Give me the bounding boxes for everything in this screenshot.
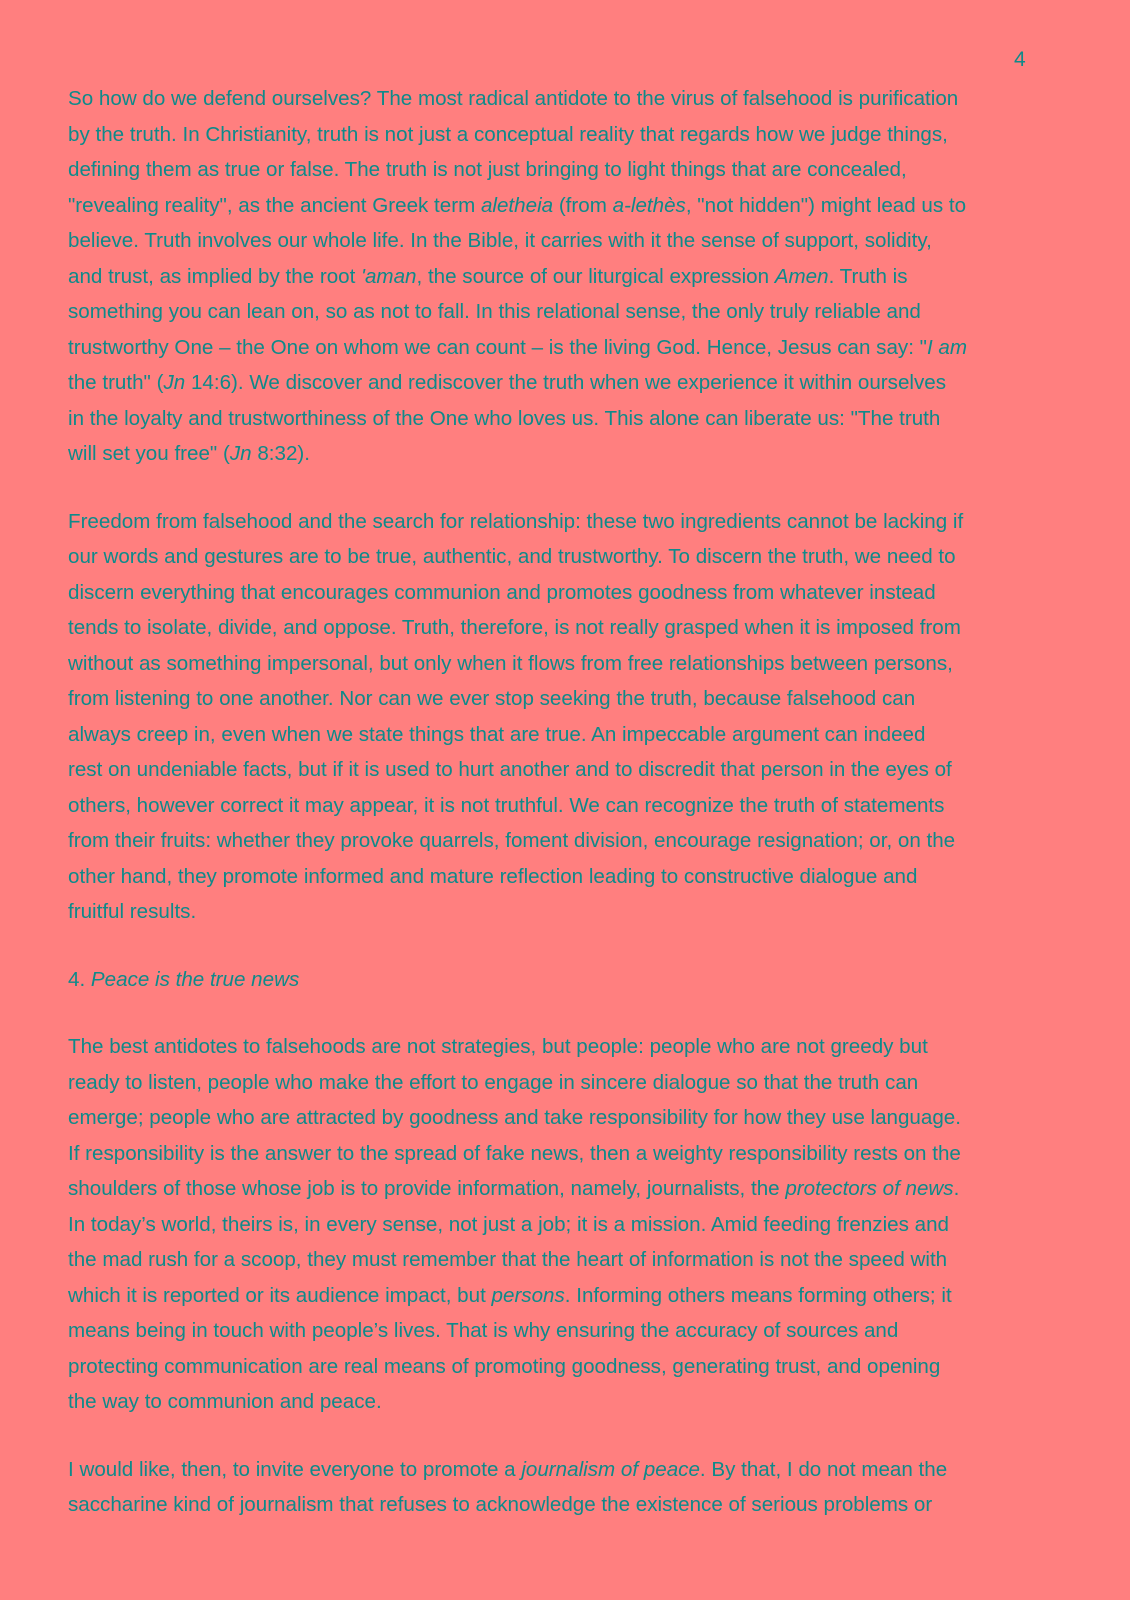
text-run: 14:6). We discover and rediscover the truth when we experience it within ourselves <box>185 371 947 394</box>
text-run: emerge; people who are attracted by goodness and take responsibility for how they use language. <box>68 1106 961 1129</box>
text-line <box>68 752 1068 788</box>
italic-text: persons <box>491 1283 565 1307</box>
text-run: always creep in, even when we state things that are true. An impeccable argument can indeed <box>68 722 926 746</box>
text-line <box>68 962 1068 998</box>
text-run: without as something impersonal, but only when it flows from free relationships between persons, <box>68 651 953 675</box>
text-run: fruitful results. <box>68 900 197 923</box>
text-line <box>68 259 1068 295</box>
text-run: means being in touch with people’s lives. That is why ensuring the accuracy of sources and <box>68 1319 899 1342</box>
text-run: If responsibility is the answer to the spread of fake news, then a weighty responsibility rests on the <box>68 1141 961 1165</box>
text-line <box>68 223 1068 259</box>
text-line <box>68 81 1068 117</box>
text-run: The best antidotes to falsehoods are not strategies, but people: people who are not greedy but <box>68 1035 928 1058</box>
text-line <box>68 1065 1068 1101</box>
italic-text: Jn <box>163 371 186 394</box>
text-run: saccharine kind of journalism that refuses to acknowledge the existence of serious problems or <box>68 1493 933 1516</box>
paragraph-p1 <box>68 81 1068 472</box>
text-run: believe. Truth involves our whole life. In the Bible, it carries with it the sense of support, solidity, <box>68 229 932 252</box>
text-line <box>68 188 1068 224</box>
text-line <box>68 1487 1068 1523</box>
text-run: defining them as true or false. The truth is not just bringing to light things that are concealed, <box>68 158 907 181</box>
text-line <box>68 1452 1068 1488</box>
text-run: something you can lean on, so as not to fall. In this relational sense, the only truly reliable and <box>68 300 921 323</box>
text-run: In today’s world, theirs is, in every sense, not just a job; it is a mission. Amid feeding frenzies and <box>68 1212 950 1236</box>
text-run: Freedom from falsehood and the search for relationship: these two ingredients cannot be lacking if <box>68 509 964 533</box>
text-run: discern everything that encourages communion and promotes goodness from whatever instead <box>68 580 936 604</box>
text-run: 8:32). <box>251 442 310 465</box>
text-line <box>68 539 1068 575</box>
text-run: So how do we defend ourselves? The most radical antidote to the virus of falsehood is purification <box>68 87 959 110</box>
text-run: the mad rush for a scoop, they must remember that the heart of information is not the speed with <box>68 1248 948 1271</box>
italic-text: aletheia <box>480 193 554 217</box>
text-run: . By that, I do not mean the <box>699 1457 948 1481</box>
text-run: , the source of our liturgical expression <box>416 264 775 288</box>
italic-text: Jn <box>229 442 252 465</box>
text-run: . Informing others means forming others; it <box>564 1283 952 1307</box>
page-number: 4 <box>1014 48 1026 71</box>
text-line <box>68 646 1068 682</box>
italic-text: protectors of news <box>785 1177 954 1200</box>
text-run: trustworthy One – the One on whom we can count – is the living God. Hence, Jesus can say: " <box>68 335 927 359</box>
text-line <box>68 152 1068 188</box>
text-run: by the truth. In Christianity, truth is not just a conceptual reality that regards how we judge things, <box>68 122 948 146</box>
text-run: from their fruits: whether they provoke quarrels, foment division, encourage resignation; or, on the <box>68 829 956 852</box>
text-line <box>68 117 1068 153</box>
text-line <box>68 717 1068 753</box>
text-line <box>68 788 1068 824</box>
text-line <box>68 1171 1068 1207</box>
text-line <box>68 365 1068 401</box>
text-run: protecting communication are real means of promoting goodness, generating trust, and opening <box>68 1354 941 1378</box>
text-line <box>68 1313 1068 1349</box>
text-run: the way to communion and peace. <box>68 1390 382 1413</box>
text-line <box>68 504 1068 540</box>
text-run: rest on undeniable facts, but if it is used to hurt another and to discredit that person in the eyes of <box>68 758 952 781</box>
text-line <box>68 436 1068 472</box>
text-line <box>68 1029 1068 1065</box>
text-line <box>68 1384 1068 1420</box>
text-line <box>68 823 1068 859</box>
text-line <box>68 681 1068 717</box>
text-run: our words and gestures are to be true, authentic, and trustworthy. To discern the truth, we need to <box>68 545 956 568</box>
italic-text: Peace is the true news <box>90 967 300 991</box>
italic-text: 'aman <box>361 264 417 288</box>
text-run: others, however correct it may appear, it is not truthful. We can recognize the truth of statements <box>68 793 945 817</box>
text-run: shoulders of those whose job is to provide information, namely, journalists, the <box>68 1177 786 1200</box>
text-line <box>68 894 1068 930</box>
text-run: . Truth is <box>828 264 908 288</box>
document-body <box>68 81 1068 1555</box>
text-run: and trust, as implied by the root <box>68 264 362 288</box>
text-line <box>68 1100 1068 1136</box>
text-run: the truth" ( <box>68 371 164 394</box>
text-run: I would like, then, to invite everyone to promote a <box>68 1457 522 1481</box>
text-run: from listening to one another. Nor can we ever stop seeking the truth, because falsehood can <box>68 687 916 710</box>
text-run: other hand, they promote informed and mature reflection leading to constructive dialogue and <box>68 864 918 888</box>
text-run: . <box>953 1177 960 1200</box>
text-line <box>68 401 1068 437</box>
paragraph-p4 <box>68 1452 1068 1523</box>
text-line <box>68 330 1068 366</box>
text-line <box>68 1278 1068 1314</box>
text-run: "revealing reality", as the ancient Greek term <box>68 193 481 217</box>
text-line <box>68 575 1068 611</box>
paragraph-p3 <box>68 1029 1068 1420</box>
italic-text: a-lethès <box>612 193 686 217</box>
text-line <box>68 1207 1068 1243</box>
paragraph-p2 <box>68 504 1068 930</box>
text-run: will set you free" ( <box>68 442 230 465</box>
text-line <box>68 859 1068 895</box>
text-run: , "not hidden") might lead us to <box>685 193 967 217</box>
text-run: 4. <box>68 967 91 991</box>
text-line <box>68 1136 1068 1172</box>
italic-text: journalism of peace <box>521 1457 700 1481</box>
section-heading <box>68 962 1068 998</box>
text-run: in the loyalty and trustworthiness of the One who loves us. This alone can liberate us: "The truth <box>68 406 941 430</box>
text-run: (from <box>553 193 613 217</box>
text-run: tends to isolate, divide, and oppose. Truth, therefore, is not really grasped when it is imposed from <box>68 616 961 639</box>
text-line <box>68 610 1068 646</box>
italic-text: I am <box>926 335 968 359</box>
text-run: which it is reported or its audience impact, but <box>68 1283 492 1307</box>
italic-text: Amen <box>774 264 829 288</box>
text-line <box>68 294 1068 330</box>
text-line <box>68 1242 1068 1278</box>
text-run: ready to listen, people who make the effort to engage in sincere dialogue so that the truth can <box>68 1070 919 1094</box>
text-line <box>68 1349 1068 1385</box>
